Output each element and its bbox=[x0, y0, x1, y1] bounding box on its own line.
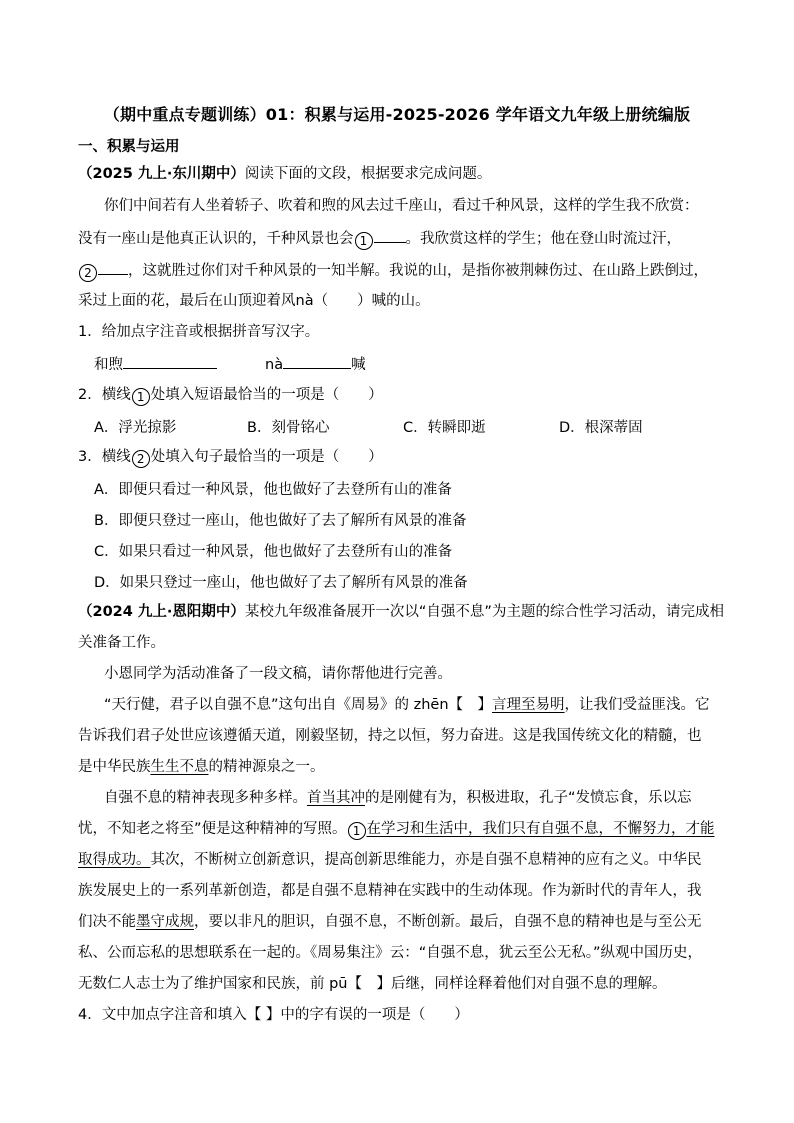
passage2-text: 是中华民族 bbox=[78, 759, 151, 775]
q3-option-a[interactable]: A．即便只看过一种风景，他也做好了去登所有山的准备 bbox=[94, 482, 452, 498]
passage2-line3 bbox=[78, 757, 325, 777]
q1-b-label: nà bbox=[265, 357, 284, 373]
q2-stem-text: 2．横线 bbox=[78, 387, 131, 403]
passage2-line8 bbox=[78, 912, 702, 932]
q1-a-blank[interactable] bbox=[123, 354, 217, 369]
passage2-text: 们决不能 bbox=[78, 914, 136, 930]
group1-instruction: 阅读下面的文段，根据要求完成问题。 bbox=[244, 166, 492, 182]
passage1-text: 没有一座山是他真正认识的，千种风景也会 bbox=[78, 231, 354, 247]
passage1-text: ，这就胜过你们对千种风景的一知半解。我说的山，是指你被荆棘伤过、在山路上跌倒过， bbox=[128, 263, 708, 279]
group2-intro-line2: 关准备工作。 bbox=[78, 635, 165, 651]
q2-option-b[interactable]: B．刻骨铭心 bbox=[247, 420, 330, 436]
underlined-text: 墨守成规 bbox=[136, 914, 194, 930]
group2-intro-line1 bbox=[78, 602, 724, 622]
passage2-text: ，让我们受益匪浅。它 bbox=[564, 697, 710, 713]
passage2-text: 其次，不断树立创新意识，提高创新思维能力，亦是自强不息精神的应有之义。中华民 bbox=[150, 852, 702, 868]
blank-1[interactable] bbox=[374, 228, 406, 243]
passage1-line2 bbox=[78, 228, 681, 250]
q2-option-a[interactable]: A．浮光掠影 bbox=[94, 420, 177, 436]
question-1-stem: 1．给加点字注音或根据拼音写汉字。 bbox=[78, 324, 320, 340]
underlined-text: 言 bbox=[492, 697, 507, 713]
passage1-line3 bbox=[78, 260, 708, 282]
circle-marker-1: 1 bbox=[355, 232, 373, 250]
passage2-text: ，要以非凡的胆识，自强不息，不断创新。最后，自强不息的精神也是与至公无 bbox=[194, 914, 702, 930]
passage2-line9: 私、公而忘私的思想联系在一起的。《周易集注》云：“自强不息，犹云至公无私。”纵观中国历史， bbox=[78, 945, 703, 961]
group1-intro bbox=[78, 164, 491, 184]
passage2-line2: 告诉我们君子处世应该遵循天道，刚毅坚韧，持之以恒，努力奋进。这是我国传统文化的精髓，也 bbox=[78, 728, 702, 744]
group2-intro-text: 某校九年级准备展开一次以“自强不息”为主题的综合性学习活动，请完成相 bbox=[244, 604, 724, 620]
passage1-line1: 你们中间若有人坐着轿子、吹着和煦的风去过千座山，看过千种风景，这样的学生我不欣赏： bbox=[104, 198, 699, 214]
passage2-line1 bbox=[104, 695, 710, 715]
q3-option-c[interactable]: C．如果只看过一种风景，他也做好了去登所有山的准备 bbox=[94, 544, 453, 560]
group1-source: （2025 九上·东川期中） bbox=[78, 166, 245, 182]
passage2-text: 自强不息的精神表现多种多样。 bbox=[104, 790, 307, 806]
q3-option-b[interactable]: B．即便只登过一座山，他也做好了去了解所有风景的准备 bbox=[94, 513, 467, 529]
question-1-answers bbox=[94, 354, 366, 375]
circle-marker-1: 1 bbox=[348, 822, 366, 840]
passage2-text: 忧，不知老之将至”便是这种精神的写照。 bbox=[78, 821, 347, 837]
underlined-text: 理至易明 bbox=[506, 697, 565, 713]
underlined-text: 生生不息 bbox=[150, 759, 209, 775]
underlined-text: 首当其冲 bbox=[307, 790, 365, 806]
q3-option-d[interactable]: D．如果只登过一座山，他也做好了去了解所有风景的准备 bbox=[94, 575, 468, 591]
q1-b-blank[interactable] bbox=[283, 354, 351, 369]
passage2-line7: 族发展史上的一系列革新创造，都是自强不息精神在实践中的生动体现。作为新时代的青年人，我 bbox=[78, 883, 702, 899]
passage2-line4 bbox=[104, 788, 692, 808]
passage2-line6 bbox=[78, 850, 702, 870]
blank-2[interactable] bbox=[98, 260, 128, 275]
page-title: （期中重点专题训练）01：积累与运用-2025-2026 学年语文九年级上册统编版 bbox=[103, 105, 691, 124]
question-2-stem bbox=[78, 385, 383, 406]
q3-stem-text: 处填入句子最恰当的一项是（ ） bbox=[150, 449, 383, 465]
passage2-text: 的精神源泉之一。 bbox=[208, 759, 325, 775]
circle-marker-1: 1 bbox=[132, 388, 150, 406]
q2-option-c[interactable]: C．转瞬即逝 bbox=[403, 420, 486, 436]
passage2-line0: 小恩同学为活动准备了一段文稿，请你帮他进行完善。 bbox=[104, 666, 452, 682]
q2-stem-text: 处填入短语最恰当的一项是（ ） bbox=[150, 387, 383, 403]
q1-a-label: 和煦 bbox=[94, 357, 123, 373]
underlined-sentence: 在学习和生活中，我们只有自强不息，不懈努力，才能 bbox=[366, 821, 715, 837]
underlined-sentence: 取得成功。 bbox=[78, 852, 151, 868]
question-4-stem: 4．文中加点字注音和填入【 】中的字有误的一项是（ ） bbox=[78, 1007, 469, 1023]
passage2-line5 bbox=[78, 819, 715, 840]
q2-option-d[interactable]: D．根深蒂固 bbox=[559, 420, 643, 436]
q3-stem-text: 3．横线 bbox=[78, 449, 131, 465]
circle-marker-2: 2 bbox=[79, 264, 97, 282]
section-heading: 一、积累与运用 bbox=[78, 139, 180, 155]
q1-b-suffix: 喊 bbox=[351, 357, 366, 373]
question-3-stem bbox=[78, 447, 383, 468]
passage1-line4: 采过上面的花，最后在山顶迎着风nà（ ）喊的山。 bbox=[78, 293, 430, 309]
passage2-text: “天行健，君子以自强不息”这句出自《周易》的 zhēn【 】 bbox=[104, 697, 493, 713]
passage1-text: 。我欣赏这样的学生；他在登山时流过汗， bbox=[405, 231, 681, 247]
passage2-text: 的是刚健有为，积极进取，孔子“发愤忘食，乐以忘 bbox=[365, 790, 692, 806]
circle-marker-2: 2 bbox=[132, 450, 150, 468]
passage2-line10: 无数仁人志士为了维护国家和民族，前 pū【 】后继，同样诠释着他们对自强不息的理解。 bbox=[78, 976, 667, 992]
group2-source: （2024 九上·恩阳期中） bbox=[78, 604, 245, 620]
